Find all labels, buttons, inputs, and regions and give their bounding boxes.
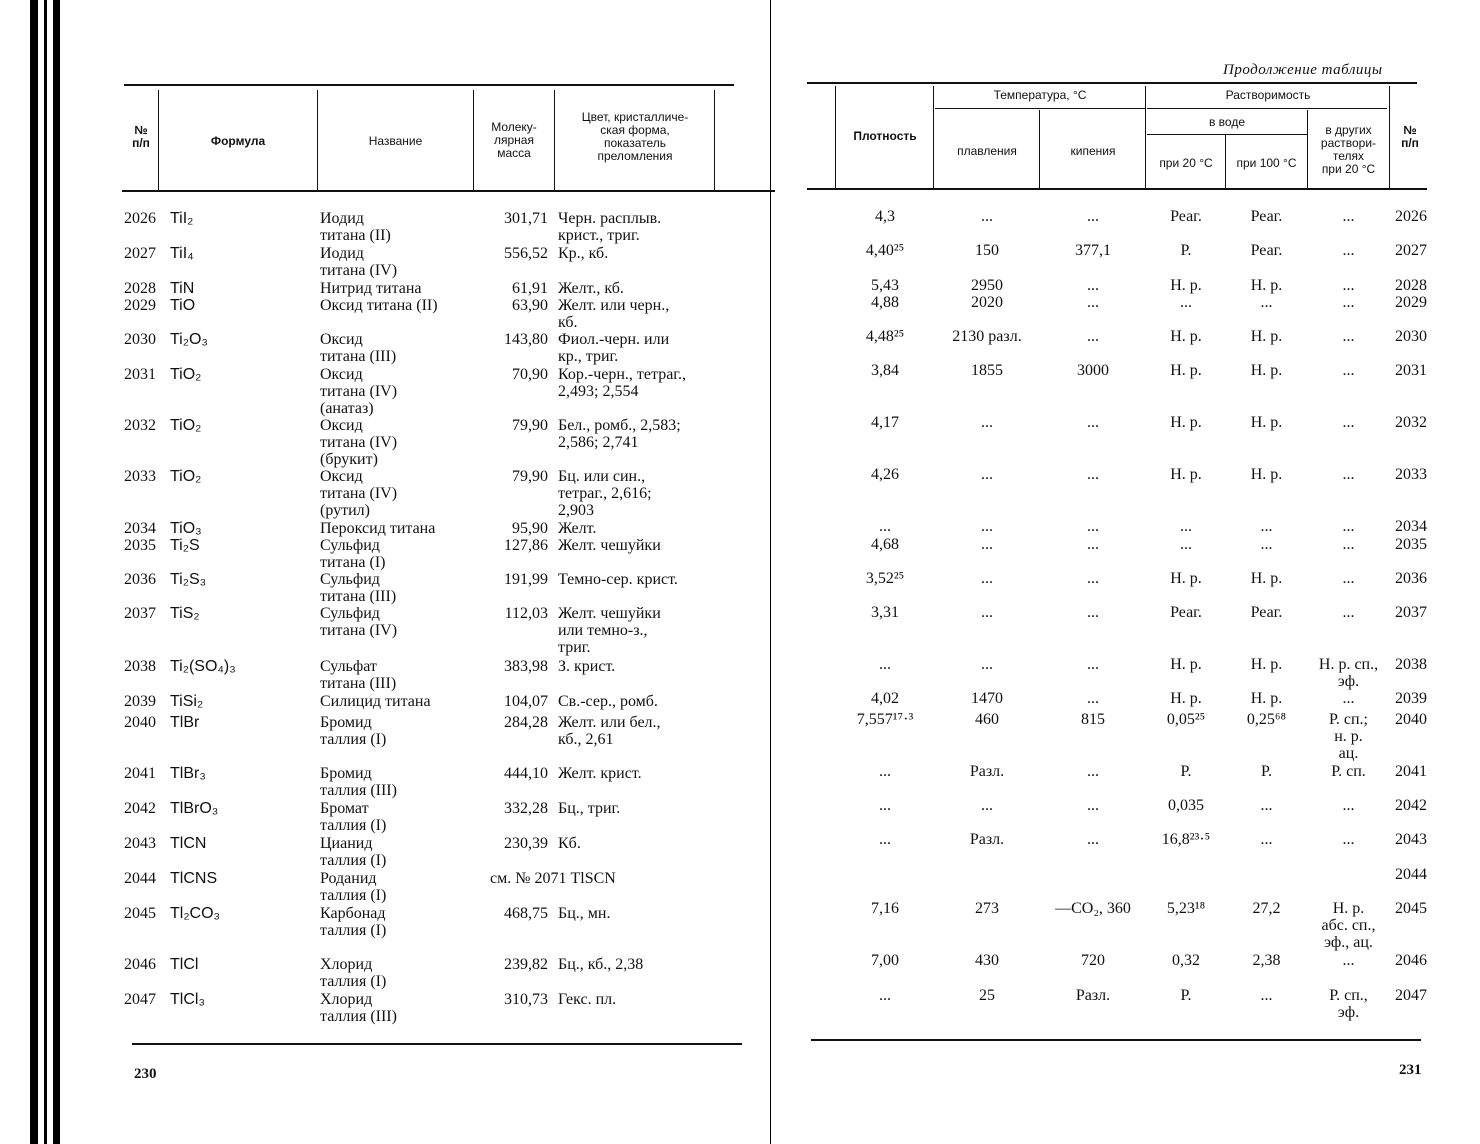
row-formula: TlCNS — [170, 870, 218, 887]
row-formula: TlBr — [170, 714, 200, 731]
row-mass: 79,90 — [512, 468, 548, 485]
row-number-right: 2045 — [1395, 900, 1427, 917]
row-density: 4,48²⁵ — [865, 328, 905, 345]
row-other-solvents: ... — [1342, 797, 1355, 814]
row-boiling: ... — [1087, 277, 1099, 294]
row-solubility-100c: ... — [1260, 831, 1273, 848]
row-name: Сульфид титана (IV) — [320, 605, 398, 639]
row-description: Бц. или син., тетраг., 2,616; 2,903 — [558, 468, 652, 519]
row-number-right: 2033 — [1395, 466, 1427, 483]
row-name: Бромид таллия (III) — [320, 765, 397, 799]
row-formula: Tl₂CO₃ — [170, 905, 221, 922]
row-name: Пероксид титана — [320, 520, 436, 537]
row-melting: 1855 — [971, 362, 1003, 379]
row-solubility-20c: 16,8²³·⁵ — [1161, 831, 1211, 848]
row-description: Бц., мн. — [558, 905, 611, 922]
row-number-right: 2029 — [1395, 294, 1427, 311]
row-mass: 239,82 — [504, 956, 548, 973]
row-density: ... — [879, 797, 891, 814]
row-solubility-20c: 0,035 — [1168, 797, 1204, 814]
row-formula: Ti₂S — [170, 537, 200, 554]
left-header-rule — [122, 190, 790, 192]
row-melting: ... — [981, 797, 993, 814]
row-mass: 127,86 — [504, 537, 548, 554]
row-number-right: 2032 — [1395, 414, 1427, 431]
row-boiling: 3000 — [1077, 362, 1109, 379]
row-number-right: 2042 — [1395, 797, 1427, 814]
row-solubility-20c: Реаг. — [1170, 604, 1202, 621]
row-formula: TlCl — [170, 956, 199, 973]
row-solubility-100c: ... — [1260, 536, 1273, 553]
row-name: Бромат таллия (I) — [320, 800, 387, 834]
row-mass: 284,28 — [504, 714, 548, 731]
row-name: Бромид таллия (I) — [320, 714, 387, 748]
row-melting: Разл. — [969, 831, 1005, 848]
row-formula: TiO₂ — [170, 468, 202, 485]
row-solubility-100c: Н. р. — [1250, 656, 1283, 673]
row-solubility-20c: 0,32 — [1172, 952, 1200, 969]
row-solubility-100c: Реаг. — [1250, 242, 1283, 259]
row-description: Св.-сер., ромб. — [558, 693, 658, 710]
row-density: ... — [879, 656, 891, 673]
row-other-solvents: ... — [1342, 831, 1355, 848]
row-description: Желт. — [558, 520, 597, 537]
row-boiling: ... — [1087, 414, 1099, 431]
row-formula: TlCl₃ — [170, 991, 205, 1008]
row-formula: TiI₂ — [170, 210, 194, 227]
row-number: 2027 — [124, 245, 156, 262]
row-formula: TiS₂ — [170, 605, 200, 622]
row-boiling: ... — [1087, 208, 1099, 225]
row-melting: 1470 — [971, 690, 1003, 707]
row-description: Желт., кб. — [558, 280, 624, 297]
header-in-water: в воде — [1208, 115, 1246, 129]
row-density: 4,17 — [871, 414, 899, 431]
row-solubility-100c: 27,2 — [1252, 900, 1281, 917]
left-page-number: 230 — [134, 1066, 157, 1082]
row-density: 7,16 — [871, 900, 899, 917]
row-boiling: ... — [1087, 466, 1099, 483]
header-num-right: № п/п — [1401, 123, 1419, 150]
left-col-divider-4 — [554, 90, 555, 190]
row-number: 2026 — [124, 210, 156, 227]
row-formula: TiSi₂ — [170, 693, 204, 710]
row-solubility-100c: ... — [1260, 518, 1273, 535]
row-description: Кр., кб. — [558, 245, 609, 262]
row-formula: TiO₃ — [170, 520, 202, 537]
row-density: 4,88 — [871, 294, 899, 311]
row-other-solvents: Н. р. сп., эф. — [1318, 656, 1379, 690]
row-number: 2044 — [124, 870, 156, 887]
row-solubility-20c: Н. р. — [1170, 656, 1202, 673]
row-density: 3,52²⁵ — [865, 570, 905, 587]
row-other-solvents: ... — [1342, 952, 1355, 969]
row-number: 2032 — [124, 417, 156, 434]
row-name: Хлорид таллия (III) — [320, 991, 397, 1025]
row-mass: 143,80 — [504, 331, 548, 348]
row-density: ... — [879, 518, 891, 535]
row-description: З. крист. — [558, 658, 616, 675]
row-other-solvents: Р. сп.; н. р. ац. — [1328, 711, 1368, 762]
row-solubility-20c: ... — [1180, 294, 1192, 311]
row-solubility-100c: Н. р. — [1250, 414, 1283, 431]
temp-subheader-rule — [935, 108, 1145, 109]
row-name: Иодид титана (IV) — [320, 245, 398, 279]
row-solubility-100c: ... — [1260, 294, 1273, 311]
row-number: 2041 — [124, 765, 156, 782]
row-name: Карбонад таллия (I) — [320, 905, 387, 939]
row-description: Желт. или черн., кб. — [558, 297, 670, 331]
row-number: 2038 — [124, 658, 156, 675]
row-other-solvents: ... — [1342, 277, 1355, 294]
row-other-solvents: ... — [1342, 294, 1355, 311]
row-formula: TlCN — [170, 835, 207, 852]
row-density: ... — [879, 831, 891, 848]
row-name: Оксид титана (IV) (рутил) — [320, 468, 398, 519]
row-mass: 310,73 — [504, 991, 548, 1008]
row-boiling: —CO₂, 360 — [1055, 900, 1131, 917]
row-melting: 2130 разл. — [952, 328, 1022, 345]
row-solubility-20c: Р. — [1180, 987, 1192, 1004]
row-description: Кор.-черн., тетраг., 2,493; 2,554 — [558, 366, 687, 400]
row-formula: TiO₂ — [170, 366, 202, 383]
row-density: 5,43 — [871, 277, 899, 294]
row-description: Желт. или бел., кб., 2,61 — [558, 714, 661, 748]
row-boiling: ... — [1087, 570, 1099, 587]
row-boiling: 815 — [1081, 711, 1105, 728]
row-solubility-100c: 2,38 — [1252, 952, 1281, 969]
row-name: Сульфид титана (III) — [320, 571, 397, 605]
row-boiling: 377,1 — [1075, 242, 1111, 259]
row-melting: ... — [981, 656, 993, 673]
row-density: 7,00 — [871, 952, 899, 969]
row-melting: 2950 — [971, 277, 1003, 294]
left-book-edge — [30, 0, 38, 1144]
row-description: Бц., триг. — [558, 800, 621, 817]
row-description: Бц., кб., 2,38 — [558, 956, 644, 973]
row-solubility-20c: 5,23¹⁸ — [1166, 900, 1206, 917]
row-number-right: 2030 — [1395, 328, 1427, 345]
row-name: Нитрид титана — [320, 280, 422, 297]
row-mass: 191,99 — [504, 571, 548, 588]
row-solubility-20c: Н. р. — [1170, 466, 1202, 483]
row-boiling: ... — [1087, 656, 1099, 673]
row-mass: 301,71 — [504, 210, 548, 227]
row-number-right: 2044 — [1395, 866, 1427, 883]
row-mass: 230,39 — [504, 835, 548, 852]
left-col-divider-1 — [158, 90, 159, 190]
row-description: Черн. расплыв. крист., триг. — [558, 210, 662, 244]
header-num: № п/п — [132, 123, 150, 150]
row-number: 2029 — [124, 297, 156, 314]
header-formula: Формула — [210, 134, 266, 148]
right-col-divider-0 — [835, 86, 836, 188]
row-melting: 2020 — [971, 294, 1003, 311]
row-description: Желт. чешуйки или темно-з., триг. — [558, 605, 661, 656]
right-page — [775, 0, 1480, 1144]
row-solubility-100c: ... — [1260, 797, 1273, 814]
row-number: 2046 — [124, 956, 156, 973]
row-name: Оксид титана (IV) (анатаз) — [320, 366, 398, 417]
row-description: Кб. — [558, 835, 581, 852]
header-melting: плавления — [957, 144, 1017, 158]
row-solubility-20c: ... — [1180, 536, 1192, 553]
row-description: Бел., ромб., 2,583; 2,586; 2,741 — [558, 417, 681, 451]
row-other-solvents: ... — [1342, 208, 1355, 225]
row-solubility-100c: Н. р. — [1250, 362, 1283, 379]
row-number-right: 2027 — [1395, 242, 1427, 259]
row-boiling: ... — [1087, 518, 1099, 535]
row-number-right: 2046 — [1395, 952, 1427, 969]
row-number: 2033 — [124, 468, 156, 485]
row-melting: ... — [981, 570, 993, 587]
row-mass: 70,90 — [512, 366, 548, 383]
row-description: Фиол.-черн. или кр., триг. — [558, 331, 670, 365]
left-book-edge-inner — [44, 0, 47, 1144]
row-other-solvents: ... — [1342, 536, 1355, 553]
row-mass: 112,03 — [504, 605, 548, 622]
row-solubility-100c: Реаг. — [1250, 604, 1283, 621]
header-description: Цвет, кристалличе- ская форма, показатель преломления — [581, 110, 689, 163]
row-solubility-20c: Н. р. — [1170, 328, 1202, 345]
row-mass: 556,52 — [504, 245, 548, 262]
header-at-100c: при 100 °C — [1236, 156, 1297, 170]
right-header-rule — [807, 188, 1427, 190]
row-boiling: ... — [1087, 831, 1099, 848]
row-number: 2028 — [124, 280, 156, 297]
row-formula: TiI₄ — [170, 245, 194, 262]
header-temperature: Температура, °C — [993, 88, 1087, 102]
row-description: Желт. чешуйки — [558, 537, 661, 554]
row-mass: 95,90 — [512, 520, 548, 537]
row-description: Темно-сер. крист. — [558, 571, 678, 588]
row-number: 2045 — [124, 905, 156, 922]
row-density: 4,68 — [871, 536, 899, 553]
row-number-right: 2037 — [1395, 604, 1427, 621]
row-solubility-100c: Р. — [1261, 763, 1272, 780]
header-other-solvents: в других раствори- телях при 20 °C — [1320, 123, 1377, 176]
row-boiling: ... — [1087, 797, 1099, 814]
row-name: Оксид титана (IV) (брукит) — [320, 417, 398, 468]
row-boiling: ... — [1087, 536, 1099, 553]
row-number-right: 2047 — [1395, 987, 1427, 1004]
row-other-solvents: ... — [1342, 570, 1355, 587]
row-formula: TlBr₃ — [170, 765, 206, 782]
row-other-solvents: ... — [1342, 690, 1355, 707]
row-number: 2039 — [124, 693, 156, 710]
row-density: 3,31 — [871, 604, 899, 621]
row-solubility-20c: Н. р. — [1170, 362, 1202, 379]
row-other-solvents: ... — [1342, 466, 1355, 483]
row-name: Сульфид титана (I) — [320, 537, 386, 571]
row-name: Сульфат титана (III) — [320, 658, 397, 692]
row-solubility-20c: Р. — [1180, 763, 1192, 780]
left-col-divider-5 — [714, 90, 715, 190]
row-solubility-100c: Н. р. — [1250, 277, 1283, 294]
row-other-solvents: ... — [1342, 362, 1355, 379]
row-name: Силицид титана — [320, 693, 431, 710]
header-molar-mass: Молеку- лярная масса — [491, 120, 537, 160]
row-boiling: Разл. — [1075, 987, 1111, 1004]
row-formula: TiO — [170, 297, 196, 314]
row-number: 2035 — [124, 537, 156, 554]
row-solubility-100c: Н. р. — [1250, 328, 1283, 345]
row-boiling: ... — [1087, 294, 1099, 311]
row-boiling: 720 — [1081, 952, 1105, 969]
row-name: Хлорид таллия (I) — [320, 956, 387, 990]
row-number-right: 2035 — [1395, 536, 1427, 553]
row-melting: 150 — [975, 242, 999, 259]
row-mass: 63,90 — [512, 297, 548, 314]
row-melting: 430 — [975, 952, 999, 969]
row-number-right: 2031 — [1395, 362, 1427, 379]
row-mass: 104,07 — [504, 693, 548, 710]
row-solubility-100c: Н. р. — [1250, 690, 1283, 707]
right-bottom-rule — [811, 1039, 1421, 1041]
row-number-right: 2036 — [1395, 570, 1427, 587]
header-boiling: кипения — [1070, 144, 1116, 158]
row-melting: ... — [981, 208, 993, 225]
left-bottom-rule — [132, 1043, 742, 1045]
row-formula: TiO₂ — [170, 417, 202, 434]
row-other-solvents: ... — [1342, 242, 1355, 259]
row-number: 2047 — [124, 991, 156, 1008]
row-number: 2030 — [124, 331, 156, 348]
row-formula: TiN — [170, 280, 195, 297]
continuation-label: Продолжение таблицы — [1223, 62, 1383, 78]
row-number: 2040 — [124, 714, 156, 731]
row-number: 2031 — [124, 366, 156, 383]
row-mass: см. № 2071 TlSCN — [490, 870, 616, 887]
left-top-rule — [124, 84, 734, 86]
row-solubility-100c: ... — [1260, 987, 1273, 1004]
row-melting: ... — [981, 518, 993, 535]
row-formula: Ti₂S₃ — [170, 571, 207, 588]
row-solubility-20c: Н. р. — [1170, 277, 1202, 294]
row-formula: Ti₂O₃ — [170, 331, 208, 348]
row-density: 4,3 — [875, 208, 895, 225]
row-melting: 460 — [975, 711, 999, 728]
row-solubility-20c: Р. — [1180, 242, 1192, 259]
row-mass: 383,98 — [504, 658, 548, 675]
row-density: 4,02 — [871, 690, 899, 707]
row-number: 2036 — [124, 571, 156, 588]
row-other-solvents: Р. сп. — [1331, 763, 1366, 780]
row-other-solvents: ... — [1342, 518, 1355, 535]
row-other-solvents: ... — [1342, 604, 1355, 621]
row-solubility-20c: Н. р. — [1170, 690, 1202, 707]
row-melting: ... — [981, 414, 993, 431]
left-page — [60, 0, 770, 1144]
row-solubility-100c: Н. р. — [1250, 570, 1283, 587]
row-mass: 79,90 — [512, 417, 548, 434]
row-solubility-20c: Н. р. — [1170, 414, 1202, 431]
row-number: 2043 — [124, 835, 156, 852]
row-other-solvents: ... — [1342, 328, 1355, 345]
right-top-rule — [807, 82, 1417, 84]
row-density: ... — [879, 987, 891, 1004]
solubility-subheader-rule — [1147, 108, 1387, 109]
row-solubility-20c: Реаг. — [1170, 208, 1202, 225]
row-formula: Ti₂(SO₄)₃ — [170, 658, 236, 675]
row-other-solvents: Н. р. абс. сп., эф., ац. — [1321, 900, 1376, 951]
row-solubility-20c: Н. р. — [1170, 570, 1202, 587]
row-solubility-20c: ... — [1180, 518, 1192, 535]
row-formula: TlBrO₃ — [170, 800, 219, 817]
row-number-right: 2043 — [1395, 831, 1427, 848]
row-name: Оксид титана (II) — [320, 297, 438, 314]
row-name: Роданид таллия (I) — [320, 870, 387, 904]
row-number-right: 2040 — [1395, 711, 1427, 728]
row-number-right: 2038 — [1395, 656, 1427, 673]
row-density: ... — [879, 763, 891, 780]
header-name: Название — [368, 134, 423, 148]
row-boiling: ... — [1087, 328, 1099, 345]
row-name: Иодид титана (II) — [320, 210, 391, 244]
row-density: 4,40²⁵ — [865, 242, 905, 259]
row-number-right: 2039 — [1395, 690, 1427, 707]
row-density: 7,557¹⁷·³ — [856, 711, 914, 728]
row-number-right: 2026 — [1395, 208, 1427, 225]
row-description: Желт. крист. — [558, 765, 642, 782]
row-other-solvents: ... — [1342, 414, 1355, 431]
row-name: Оксид титана (III) — [320, 331, 397, 365]
row-number: 2034 — [124, 520, 156, 537]
water-subheader-rule — [1147, 134, 1307, 135]
row-other-solvents: Р. сп., эф. — [1329, 987, 1368, 1021]
row-mass: 332,28 — [504, 800, 548, 817]
row-melting: ... — [981, 536, 993, 553]
row-description: Гекс. пл. — [558, 991, 617, 1008]
row-mass: 444,10 — [504, 765, 548, 782]
row-density: 3,84 — [871, 362, 899, 379]
row-solubility-100c: 0,25⁶⁸ — [1246, 711, 1287, 728]
header-solubility: Растворимость — [1225, 88, 1311, 102]
row-solubility-20c: 0,05²⁵ — [1166, 711, 1206, 728]
right-col-divider-1 — [933, 86, 934, 188]
row-number-right: 2034 — [1395, 518, 1427, 535]
right-page-number: 231 — [1399, 1062, 1422, 1078]
row-melting: ... — [981, 604, 993, 621]
row-melting: 273 — [975, 900, 999, 917]
row-melting: 25 — [979, 987, 995, 1004]
header-density: Плотность — [853, 129, 917, 143]
row-solubility-100c: Реаг. — [1250, 208, 1283, 225]
row-mass: 468,75 — [504, 905, 548, 922]
row-boiling: ... — [1087, 604, 1099, 621]
row-solubility-100c: Н. р. — [1250, 466, 1283, 483]
right-col-divider-2 — [1039, 110, 1040, 188]
row-melting: Разл. — [969, 763, 1005, 780]
header-at-20c: при 20 °C — [1159, 156, 1213, 170]
row-number-right: 2041 — [1395, 763, 1427, 780]
row-boiling: ... — [1087, 763, 1099, 780]
row-boiling: ... — [1087, 690, 1099, 707]
row-name: Цианид таллия (I) — [320, 835, 387, 869]
row-number: 2042 — [124, 800, 156, 817]
row-number-right: 2028 — [1395, 277, 1427, 294]
row-melting: ... — [981, 466, 993, 483]
row-density: 4,26 — [871, 466, 899, 483]
row-mass: 61,91 — [512, 280, 548, 297]
row-number: 2037 — [124, 605, 156, 622]
right-col-divider-3 — [1145, 86, 1146, 188]
